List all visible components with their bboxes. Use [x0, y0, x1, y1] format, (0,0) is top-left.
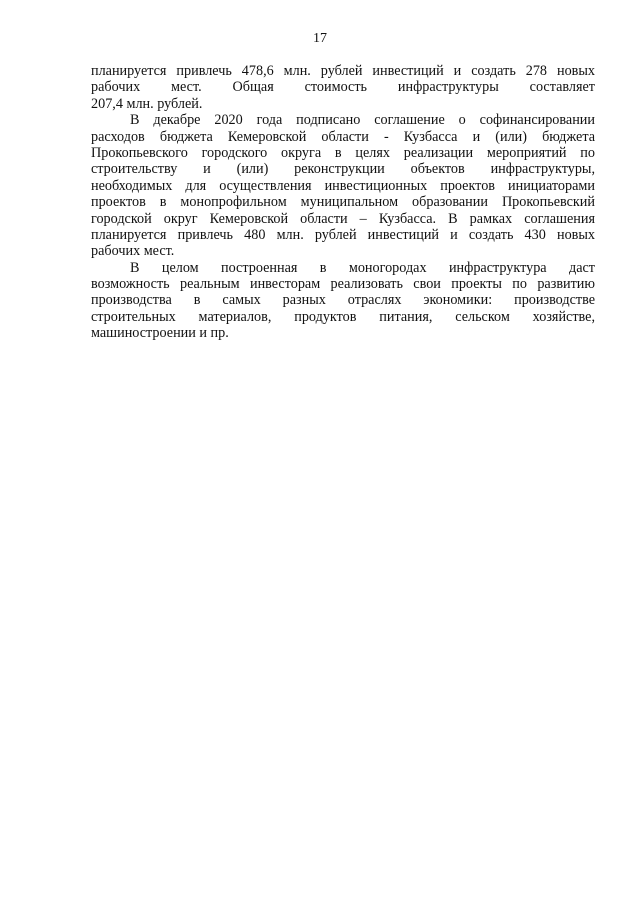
paragraph-2-line-6: проектов в монопрофильном муниципальном образовании Прокопьевский	[91, 194, 595, 211]
paragraph-2-line-9: рабочих мест.	[91, 243, 175, 260]
paragraph-3	[91, 260, 595, 342]
paragraph-2-line-7: городской округ Кемеровской области – Кузбасса. В рамках соглашения	[91, 210, 595, 227]
paragraph-2-line-2: расходов бюджета Кемеровской области - Кузбасса и (или) бюджета	[91, 128, 595, 145]
paragraph-1	[91, 63, 595, 112]
paragraph-3-line-5: машиностроении и пр.	[91, 325, 229, 342]
page-number: 17	[313, 31, 327, 46]
paragraph-2-line-1: В декабре 2020 года подписано соглашение о софинансировании	[130, 112, 595, 129]
paragraph-1-line-3: 207,4 млн. рублей.	[91, 95, 203, 112]
paragraph-2	[91, 112, 595, 260]
paragraph-2-line-8: планируется привлечь 480 млн. рублей инвестиций и создать 430 новых	[91, 226, 595, 243]
body-text	[91, 63, 595, 342]
paragraph-3-line-1: В целом построенная в моногородах инфраструктура даст	[130, 259, 595, 276]
paragraph-2-line-4: строительству и (или) реконструкции объектов инфраструктуры,	[91, 161, 595, 178]
paragraph-3-line-4: строительных материалов, продуктов питания, сельском хозяйстве,	[91, 308, 595, 325]
paragraph-2-line-3: Прокопьевского городского округа в целях реализации мероприятий по	[91, 144, 595, 161]
paragraph-1-line-1: планируется привлечь 478,6 млн. рублей инвестиций и создать 278 новых	[91, 63, 595, 79]
paragraph-3-line-3: производства в самых разных отраслях экономики: производстве	[91, 292, 595, 309]
paragraph-1-line-2: рабочих мест. Общая стоимость инфраструктуры составляет	[91, 79, 595, 96]
paragraph-3-line-2: возможность реальным инвесторам реализовать свои проекты по развитию	[91, 276, 595, 293]
paragraph-2-line-5: необходимых для осуществления инвестиционных проектов инициаторами	[91, 177, 595, 194]
